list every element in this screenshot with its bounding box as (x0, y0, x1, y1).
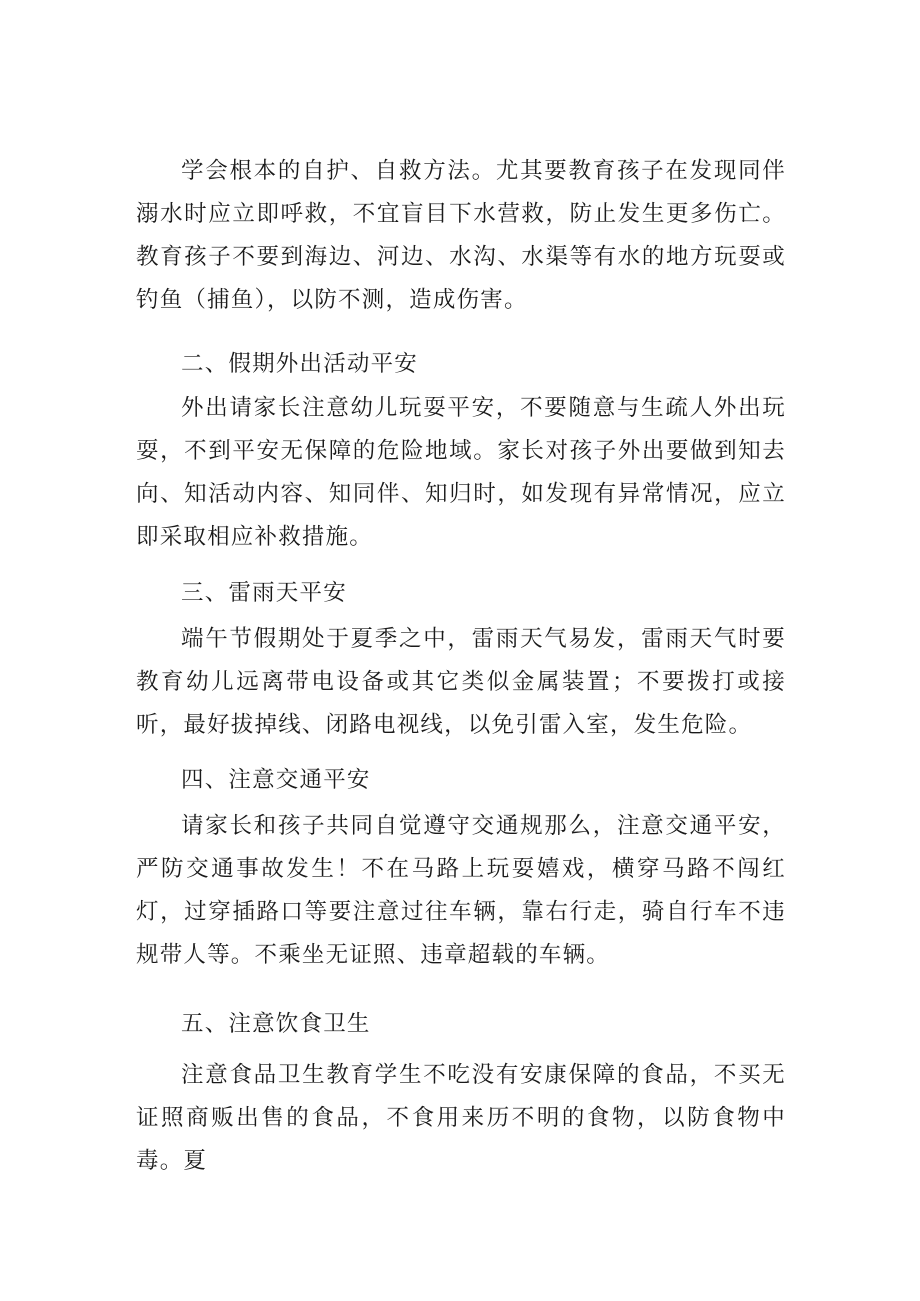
paragraph-text: 端午节假期处于夏季之中，雷雨天气易发，雷雨天气时要教育幼儿远离带电设备或其它类似金属装置；不要拨打或接听，最好拔掉线、闭路电视线，以免引雷入室，发生危险。 (136, 626, 786, 738)
section-heading: 五、注意饮食卫生 (181, 1011, 371, 1037)
paragraph-traffic-safety (136, 805, 786, 977)
paragraph-text: 请家长和孩子共同自觉遵守交通规那么，注意交通平安，严防交通事故发生！不在马路上玩耍嬉戏，横穿马路不闯红灯，过穿插路口等要注意过往车辆，靠右行走，骑自行车不违规带人等。不乘坐无证照、违章超载的车辆。 (136, 813, 786, 968)
paragraph-outing-safety (136, 387, 786, 559)
heading-outing-safety (136, 343, 786, 386)
paragraph-text: 学会根本的自护、自救方法。尤其要教育孩子在发现同伴溺水时应立即呼救，不宜盲目下水营救，防止发生更多伤亡。教育孩子不要到海边、河边、水沟、水渠等有水的地方玩耍或钓鱼（捕鱼），以防不测，造成伤害。 (136, 158, 786, 313)
paragraph-text: 注意食品卫生教育学生不吃没有安康保障的食品，不买无证照商贩出售的食品，不食用来历不明的食物，以防食物中毒。夏 (136, 1062, 786, 1174)
section-heading: 四、注意交通平安 (181, 767, 371, 793)
heading-food-hygiene (136, 1003, 786, 1046)
section-heading: 三、雷雨天平安 (181, 580, 347, 606)
heading-traffic-safety (136, 759, 786, 802)
heading-thunderstorm-safety (136, 572, 786, 615)
paragraph-thunderstorm-safety (136, 618, 786, 747)
section-heading: 二、假期外出活动平安 (181, 351, 419, 377)
paragraph-text: 外出请家长注意幼儿玩耍平安，不要随意与生疏人外出玩耍，不到平安无保障的危险地域。家长对孩子外出要做到知去向、知活动内容、知同伴、知归时，如发现有异常情况，应立即采取相应补救措施。 (136, 395, 786, 550)
paragraph-food-hygiene (136, 1054, 786, 1183)
paragraph-self-rescue (136, 150, 786, 322)
